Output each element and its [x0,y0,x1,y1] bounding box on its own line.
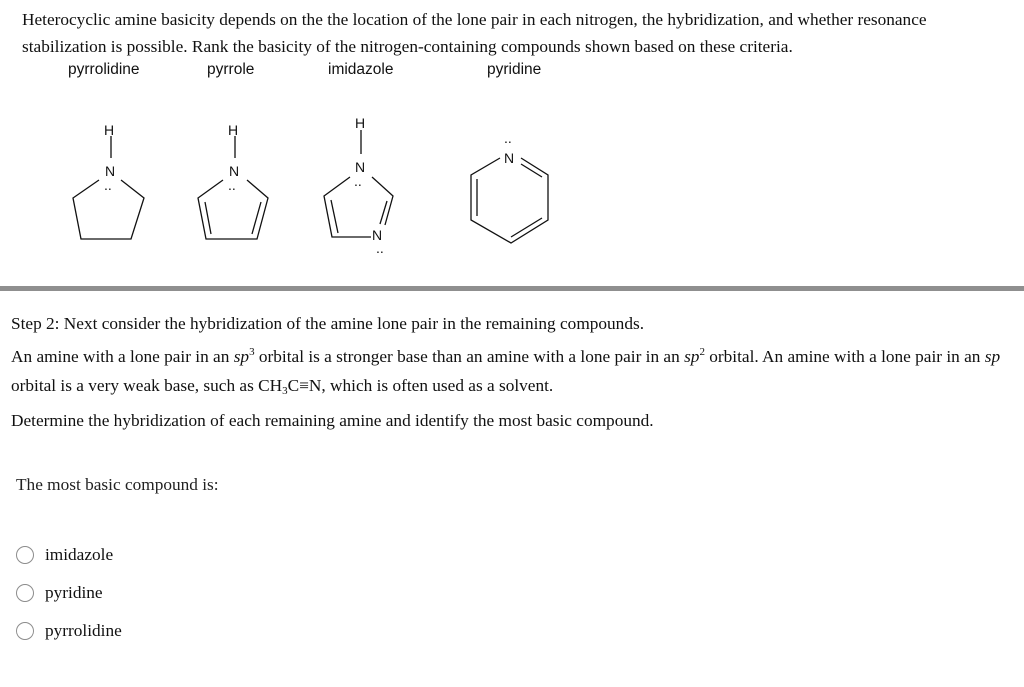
compound-label-pyridine: pyridine [487,61,542,78]
pyrrolidine-n-label: N [105,163,116,179]
intro-text: Heterocyclic amine basicity depends on the the location of the lone pair in each nitrogen, the hybridization, and whether resonance stabilization is possible. Rank the basicity of the nitrogen-containing compounds shown based on these criteria. [22,10,927,56]
section-divider [0,286,1024,291]
imidazole-n-label: N [372,227,383,243]
pyrrole-h-label: H [228,122,239,138]
option-pyrrolidine[interactable] [16,612,122,650]
step-2-instruction: Determine the hybridization of each remaining amine and identify the most basic compound. [11,411,654,430]
pyridine-lone-pair: .. [504,130,512,146]
imidazole-h-label: H [355,115,366,131]
option-label-pyridine: pyridine [45,583,103,602]
question-text: The most basic compound is: [16,475,219,494]
pyrrolidine-lone-pair: .. [104,177,112,193]
option-pyridine[interactable] [16,574,122,612]
radio-pyrrolidine[interactable] [16,622,34,640]
compound-label-pyrrole: pyrrole [207,61,255,78]
radio-imidazole[interactable] [16,546,34,564]
imidazole-n-lone-pair: .. [376,240,384,256]
compound-label-imidazole: imidazole [328,61,394,78]
pyridine-structure [471,158,548,243]
imidazole-nh-lone-pair: .. [354,173,362,189]
pyridine-n-label: N [504,150,515,166]
option-imidazole[interactable] [16,536,122,574]
imidazole-nh-label: N [355,159,366,175]
step-2-explanation: An amine with a lone pair in an $sp^3$ orbital is a stronger base than an amine with a lone pair in an $sp^2$ orbital. An amine with a lone pair in an sp orbital is a very weak base, such as $CH_3C\equiv N$, which is often used as a solvent. [11,346,1001,397]
compound-label-pyrrolidine: pyrrolidine [68,61,140,78]
structures-figure [0,100,1024,270]
option-label-pyrrolidine: pyrrolidine [45,621,122,640]
pyrrole-lone-pair: .. [228,177,236,193]
step-2-section [11,309,1016,435]
pyrrole-n-label: N [229,163,240,179]
pyrrolidine-h-label: H [104,122,115,138]
step-2-heading: Step 2: Next consider the hybridization of the amine lone pair in the remaining compounds. [11,314,645,333]
compound-labels [0,61,1024,85]
option-label-imidazole: imidazole [45,545,114,564]
radio-pyridine[interactable] [16,584,34,602]
answer-options [16,536,122,650]
